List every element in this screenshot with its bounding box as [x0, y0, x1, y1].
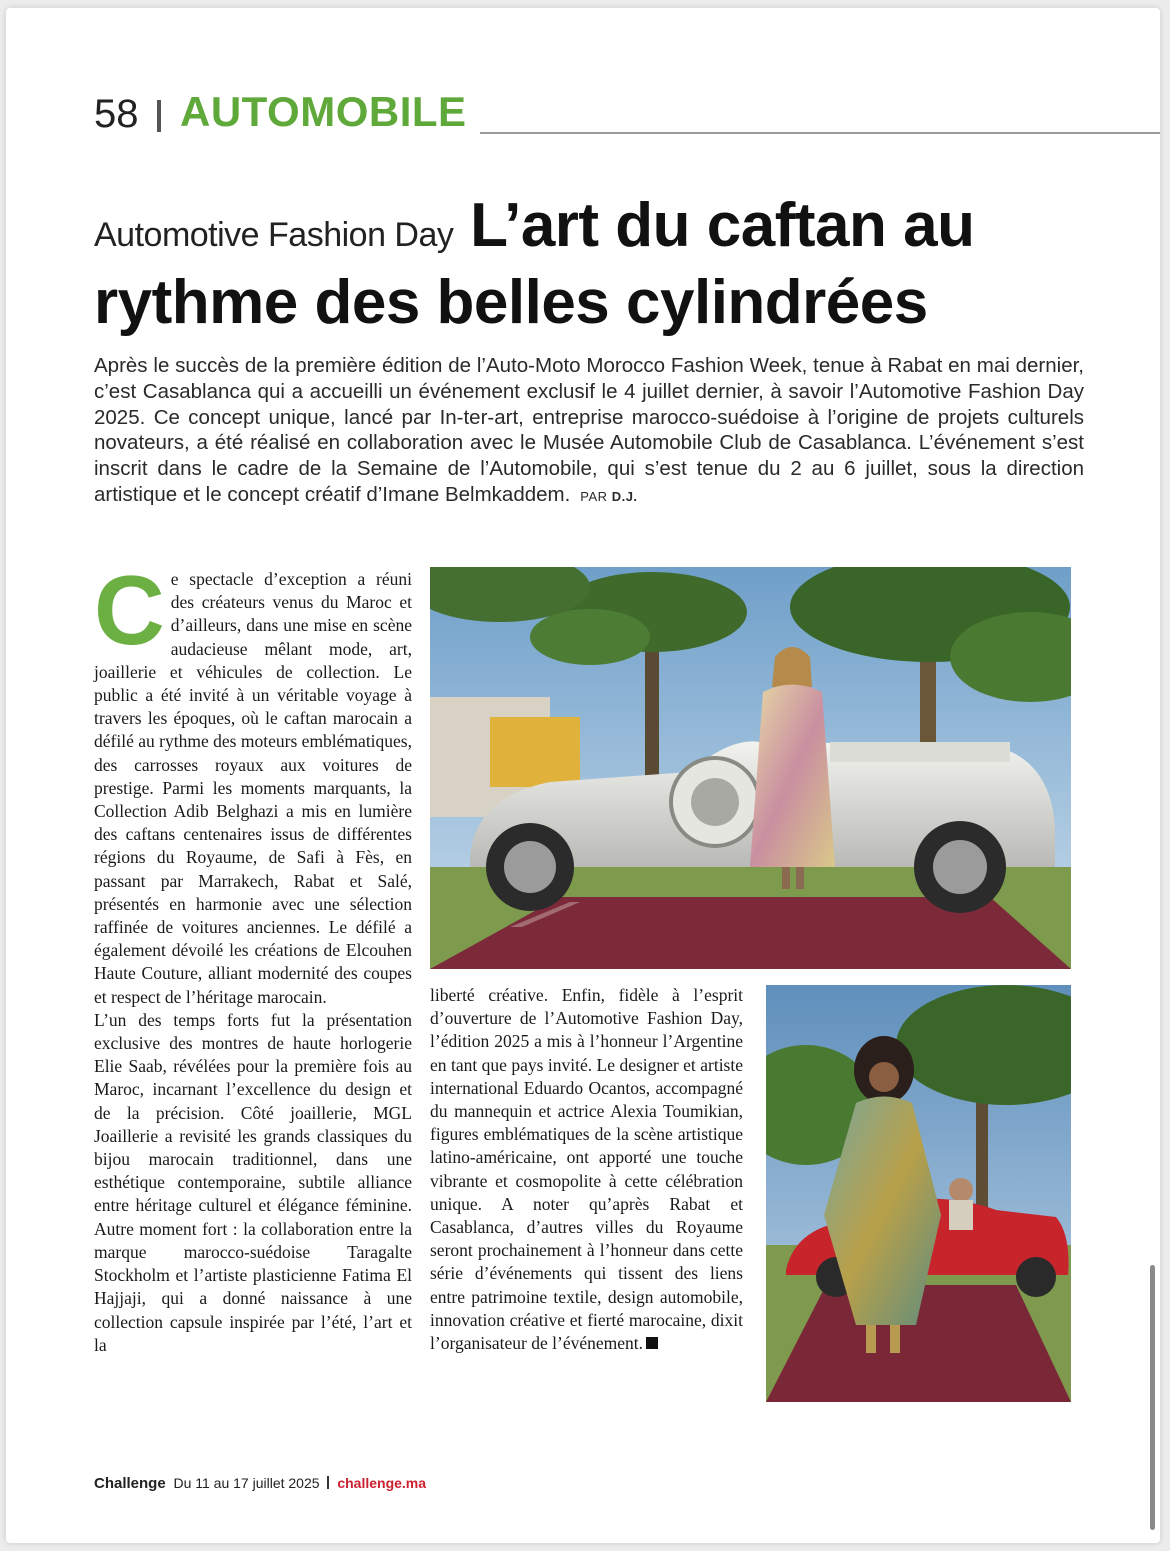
photo-illustration-1: [430, 567, 1071, 969]
paragraph-1-text: e spectacle d’exception a réuni des créateurs venus du Maroc et d’ailleurs, dans une mise en scène audacieuse mêlant mode, art, joaillerie et véhicules de collection. Le public a été invité à un véritable voyage à travers les époques, où le caftan marocain a défilé au rythme des moteurs emblématiques, des carrosses royaux aux voitures de prestige. Parmi les moments marquants, la Collection Adib Belghazi a mis en lumière des caftans centenaires issus de différentes régions du Royaume, de Safi à Fès, en passant par Marrakech, Rabat et Salé, présentés en harmonie avec une sélection raffinée de voitures anciennes. Le défilé a également dévoilé les créations de Elcouhen Haute Couture, alliant modernité des coupes et respect de l’héritage marocain.: [94, 569, 412, 1007]
page-header: [94, 88, 1160, 148]
kicker: Automotive Fashion Day: [94, 216, 454, 254]
article-title: [94, 192, 1094, 337]
photo-illustration-2: [766, 985, 1071, 1402]
magazine-page: [6, 8, 1160, 1543]
byline-author: D.J.: [611, 488, 638, 504]
header-separator: [157, 100, 161, 132]
headline-line-1: [94, 192, 1094, 269]
footer-dates: Du 11 au 17 juillet 2025: [173, 1475, 320, 1491]
footer-site-link[interactable]: challenge.ma: [337, 1475, 427, 1491]
page-number: 58: [94, 92, 139, 136]
header-rule: [480, 132, 1160, 134]
byline: [580, 489, 637, 504]
photo-caftan-vintage-car: [430, 567, 1071, 969]
paragraph-3-text: liberté créative. Enfin, fidèle à l’esprit d’ouverture de l’Automotive Fashion Day, l’édition 2025 a mis à l’honneur l’Argentine en tant que pays invité. Le designer et artiste international Eduardo Ocantos, accompagné du mannequin et actrice Alexia Toumikian, figures emblématiques de la scène artistique latino-américaine, ont apporté une touche vibrante et cosmopolite à cette célébration unique. A noter qu’après Rabat et Casablanca, d’autres villes du Royaume seront prochainement à l’honneur dans cette série d’événements qui tissent des liens entre patrimoine textile, design automobile, innovation créative et fierté marocaine, dixit l’organisateur de l’événement.: [430, 985, 743, 1354]
drop-cap: C: [94, 555, 165, 665]
section-title: AUTOMOBILE: [180, 88, 467, 135]
headline-text-1: L’art du caftan au: [470, 191, 975, 260]
page-footer: [94, 1475, 426, 1492]
intro-text: Après le succès de la première édition de l’Auto-Moto Morocco Fashion Week, tenue à Rabat en mai dernier, c’est Casablanca qui a accueilli un événement exclusif le 4 juillet dernier, à savoir l’Automotive Fashion Day 2025. Ce concept unique, lancé par In-ter-art, entreprise marocco-suédoise à l’origine de projets culturels novateurs, a été réalisé en collaboration avec le Musée Automobile Club de Casablanca. L’événement s’est inscrit dans le cadre de la Semaine de l’Automobile, qui s’est tenue du 2 au 6 juillet, sous la direction artistique et le concept créatif d’Imane Belmkaddem.: [94, 354, 1084, 506]
article-intro: [94, 353, 1084, 510]
body-paragraph-2: L’un des temps forts fut la présentation exclusive des montres de haute horlogerie Elie Saab, révélées pour la première fois au Maroc, incarnant l’excellence du design et de la précision. Côté joaillerie, MGL Joaillerie a revisité les grands classiques du bijou marocain traditionnel, dans une esthétique contemporaine, subtile alliance entre héritage culturel et élégance féminine. Autre moment fort : la collaboration entre la marque marocco-suédoise Taragalte Stockholm et l’artiste plasticienne Fatima El Hajjaji, qui a donné naissance à une collection capsule inspirée par l’été, l’art et la: [94, 1009, 412, 1355]
body-paragraph-1: [94, 555, 412, 1009]
body-column-2: [430, 984, 743, 1355]
body-column-1: [94, 555, 412, 1357]
footer-separator: [327, 1476, 329, 1489]
byline-prefix: PAR: [580, 488, 608, 504]
end-mark-icon: [646, 1337, 658, 1349]
footer-brand: Challenge: [94, 1475, 166, 1492]
headline-line-2: rythme des belles cylindrées: [94, 268, 928, 337]
photo-caftan-red-car: [766, 985, 1071, 1402]
body-paragraph-3: [430, 984, 743, 1355]
scrollbar-thumb[interactable]: [1150, 1265, 1155, 1530]
